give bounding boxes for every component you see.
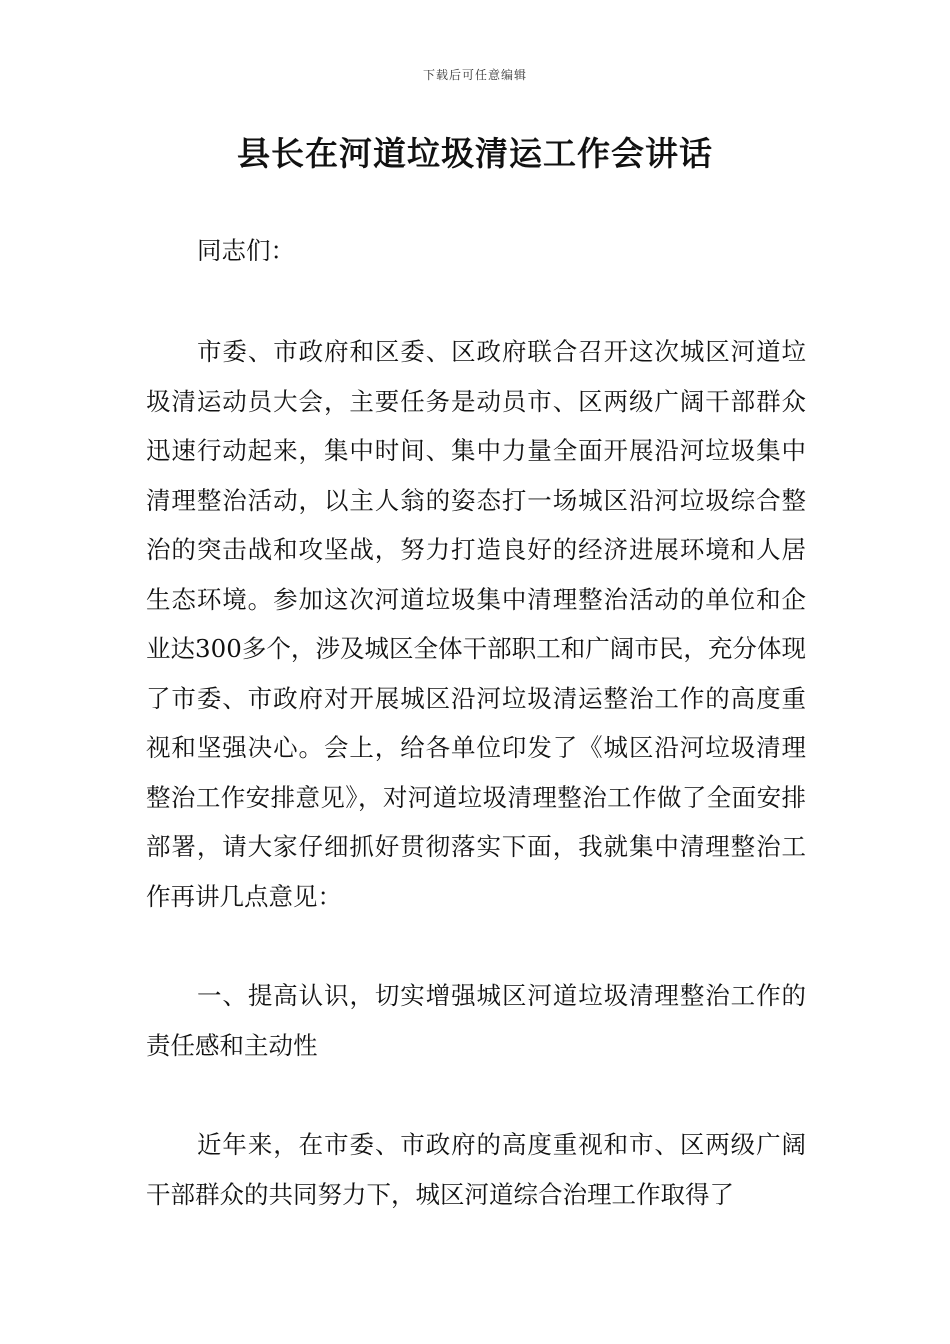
document-title: 县长在河道垃圾清运工作会讲话 (237, 134, 713, 173)
header-note: 下载后可任意编辑 (422, 68, 527, 82)
paragraph-section-1: 近年来，在市委、市政府的高度重视和市、区两级广阔干部群众的共同努力下，城区河道综合治理工作取得了 (146, 1130, 806, 1209)
salutation: 同志们： (197, 236, 295, 265)
paragraph-intro: 市委、市政府和区委、区政府联合召开这次城区河道垃圾清运动员大会，主要任务是动员市、区两级广阔干部群众迅速行动起来，集中时间、集中力量全面开展沿河垃圾集中清理整治活动，以主人翁的姿态打一场城区沿河垃圾综合整治的突击战和攻坚战，努力打造良好的经济进展环境和人居生态环境。参加这次河道垃圾集中清理整治活动的单位和企业达300多个，涉及城区全体干部职工和广阔市民，充分体现了市委、市政府对开展城区沿河垃圾清运整治工作的高度重视和坚强决心。会上，给各单位印发了《城区沿河垃圾清理整治工作安排意见》，对河道垃圾清理整治工作做了全面安排部署，请大家仔细抓好贯彻落实下面，我就集中清理整治工作再讲几点意见： (146, 337, 806, 911)
section-heading-1: 一、提高认识，切实增强城区河道垃圾清理整治工作的责任感和主动性 (146, 981, 806, 1060)
